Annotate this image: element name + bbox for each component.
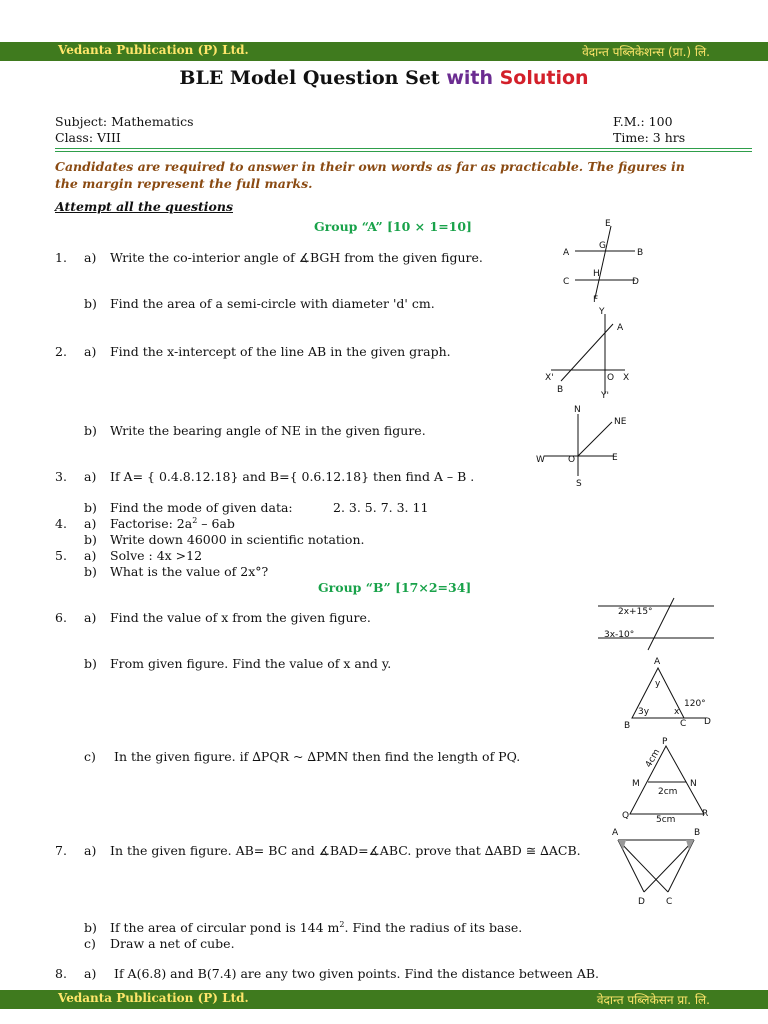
- fig1-label-c: C: [563, 277, 570, 287]
- fig6-label-n: N: [690, 779, 697, 789]
- fig7-label-b: B: [694, 828, 701, 838]
- q4a-text: [110, 516, 235, 531]
- fig4-label-bottom: 3x-10°: [604, 630, 635, 640]
- q7c-text: Draw a net of cube.: [110, 936, 235, 951]
- q7b-post: . Find the radius of its base.: [344, 920, 523, 936]
- q8a-text: If A(6.8) and B(7.4) are any two given points. Find the distance between AB.: [114, 966, 600, 981]
- fig5-label-b: B: [624, 721, 631, 731]
- fig1-label-d: D: [632, 277, 639, 287]
- figure-line-graph: [543, 306, 638, 401]
- fig5-label-3y: 3y: [638, 707, 650, 717]
- fig4-label-top: 2x+15°: [618, 607, 653, 617]
- q6-number: 6.: [55, 610, 67, 625]
- time: Time: 3 hrs: [613, 130, 686, 145]
- fig2-label-y1: Y': [601, 391, 609, 401]
- fig6-label-r: R: [702, 809, 709, 819]
- figure-parallel-angles: [596, 598, 718, 650]
- header-bar: [0, 42, 768, 61]
- fig5-label-angle: 120°: [684, 699, 706, 709]
- figure-bearing: [534, 402, 644, 490]
- q4a-sup: 2: [192, 516, 198, 525]
- q3b-text: Find the mode of given data:: [110, 500, 293, 515]
- group-b-heading: Group “B” [17×2=34]: [318, 580, 472, 595]
- q7b-pre: If the area of circular pond is 144 m: [110, 920, 340, 936]
- q2a-text: Find the x-intercept of the line AB in the given graph.: [110, 344, 451, 359]
- q5a-text: Solve : 4x >12: [110, 548, 203, 563]
- q5b-text: What is the value of 2x°?: [110, 564, 269, 579]
- header-publisher: Vedanta Publication (P) Ltd.: [58, 43, 249, 57]
- q6c-label: c): [84, 749, 96, 764]
- fig1-label-b: B: [637, 248, 644, 258]
- fig3-label-s: S: [576, 479, 582, 489]
- fig3-label-e: E: [612, 453, 618, 463]
- q1a-label: a): [84, 250, 97, 265]
- q3b-data: 2. 3. 5. 7. 3. 11: [333, 500, 429, 515]
- q7-number: 7.: [55, 843, 67, 858]
- footer-bar: [0, 990, 768, 1009]
- fig3-label-n: N: [574, 405, 581, 415]
- fig3-label-ne: NE: [614, 417, 627, 427]
- fig6-label-p: P: [662, 737, 668, 747]
- q2b-text: Write the bearing angle of NE in the given figure.: [110, 423, 426, 438]
- fig3-label-o: O: [568, 455, 576, 465]
- fig5-label-y: y: [655, 679, 661, 689]
- figure-congruent-triangles: [606, 824, 708, 908]
- fig7-label-c: C: [666, 897, 673, 907]
- fig1-label-e: E: [605, 219, 611, 229]
- q7c-label: c): [84, 936, 96, 951]
- instructions: Candidates are required to answer in their own words as far as practicable. The figures in the margin represent the full marks.: [55, 159, 685, 191]
- q3a-label: a): [84, 469, 97, 484]
- fig7-label-d: D: [638, 897, 645, 907]
- fig1-label-g: G: [599, 241, 606, 251]
- q7b-text: [110, 920, 522, 935]
- fig1-label-a: A: [563, 248, 570, 258]
- q1b-label: b): [84, 296, 97, 311]
- attempt-heading: Attempt all the questions: [55, 199, 233, 214]
- fig6-label-q: Q: [622, 811, 630, 821]
- q4b-label: b): [84, 532, 97, 547]
- q2-number: 2.: [55, 344, 67, 359]
- divider-1: [55, 148, 752, 149]
- figure-triangle-exterior: [620, 654, 720, 732]
- fig2-label-x: X: [623, 373, 630, 383]
- q2b-label: b): [84, 423, 97, 438]
- q3-number: 3.: [55, 469, 67, 484]
- q8a-label: a): [84, 966, 97, 981]
- q4a-label: a): [84, 516, 97, 531]
- q8-number: 8.: [55, 966, 67, 981]
- q5a-label: a): [84, 548, 97, 563]
- footer-publisher: Vedanta Publication (P) Ltd.: [58, 991, 249, 1005]
- q6c-text: In the given figure. if ∆PQR ~ ∆PMN then find the length of PQ.: [114, 749, 521, 764]
- q7b-label: b): [84, 920, 97, 935]
- fig5-label-d: D: [704, 717, 711, 727]
- divider-2: [55, 151, 752, 152]
- title-with: with: [446, 67, 493, 89]
- q6b-text: From given figure. Find the value of x and y.: [110, 656, 392, 671]
- fig6-label-pm: 4cm: [643, 747, 663, 770]
- fig6-label-mn: 2cm: [658, 787, 678, 797]
- fig1-label-h: H: [593, 269, 600, 279]
- fig5-label-c: C: [680, 719, 687, 729]
- fig1-label-f: F: [593, 295, 599, 305]
- q4a-pre: Factorise: 2a: [110, 516, 193, 532]
- fig6-label-m: M: [632, 779, 640, 789]
- q3a-text: If A= { 0.4.8.12.18} and B={ 0.6.12.18} then find A – B .: [110, 469, 475, 484]
- q1b-text: Find the area of a semi-circle with diameter 'd' cm.: [110, 296, 435, 311]
- title-solution: Solution: [499, 67, 589, 89]
- q6b-label: b): [84, 656, 97, 671]
- fig2-label-y: Y: [599, 307, 605, 317]
- subject: Subject: Mathematics: [55, 114, 194, 129]
- fig2-label-b: B: [557, 385, 564, 395]
- figure-parallel-lines: [555, 218, 650, 303]
- fig6-label-qr: 5cm: [656, 815, 676, 825]
- fig3-label-w: W: [536, 455, 545, 465]
- group-a-heading: Group “A” [10 × 1=10]: [314, 219, 472, 234]
- q1-number: 1.: [55, 250, 67, 265]
- q7b-sup: 2: [339, 920, 345, 929]
- full-marks: F.M.: 100: [613, 114, 673, 129]
- title-main: BLE Model Question Set: [179, 67, 440, 89]
- q4a-post: – 6ab: [197, 516, 235, 532]
- q4b-text: Write down 46000 in scientific notation.: [110, 532, 365, 547]
- q7a-label: a): [84, 843, 97, 858]
- fig7-label-a: A: [612, 828, 619, 838]
- q1a-text: Write the co-interior angle of ∡BGH from the given figure.: [110, 250, 483, 265]
- figure-similar-triangles: [612, 734, 722, 826]
- class: Class: VIII: [55, 130, 121, 145]
- fig2-label-a: A: [617, 323, 624, 333]
- q6a-text: Find the value of x from the given figure.: [110, 610, 371, 625]
- q3b-label: b): [84, 500, 97, 515]
- q4-number: 4.: [55, 516, 67, 531]
- q2a-label: a): [84, 344, 97, 359]
- header-publisher-nepali: वेदान्त पब्लिकेशन्स (प्रा.) लि.: [582, 45, 710, 59]
- fig2-label-x1: X': [545, 373, 554, 383]
- page-title: [0, 67, 768, 89]
- q7a-text: In the given figure. AB= BC and ∡BAD=∡ABC. prove that ∆ABD ≅ ∆ACB.: [110, 843, 581, 858]
- fig5-label-x: x: [674, 707, 680, 717]
- q6a-label: a): [84, 610, 97, 625]
- fig5-label-a: A: [654, 657, 661, 667]
- fig2-label-o: O: [607, 373, 615, 383]
- footer-publisher-nepali: वेदान्त पब्लिकेसन प्रा. लि.: [596, 993, 710, 1007]
- q5b-label: b): [84, 564, 97, 579]
- q5-number: 5.: [55, 548, 67, 563]
